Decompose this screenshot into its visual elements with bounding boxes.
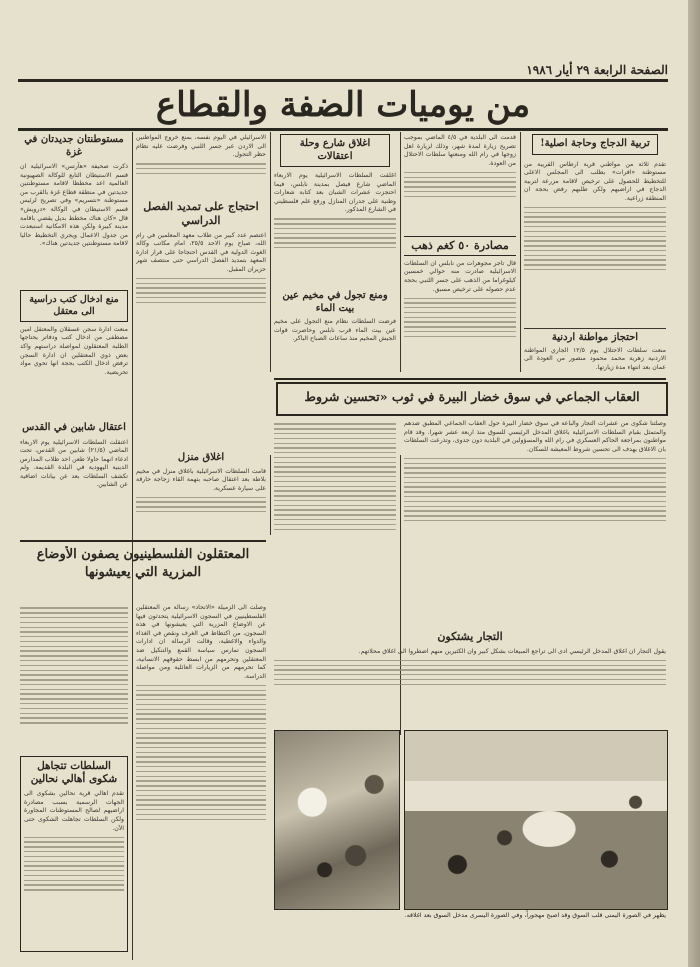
article-street-closure	[274, 134, 396, 284]
divider	[524, 328, 666, 329]
article-title: مستوطنتان جديدتان في غزة	[24, 134, 124, 158]
article-body: فرضت السلطات نظام منع التجول على مخيم عين بيت الماء قرب نابلس وحاصرت قوات الجيش المخيم منذ ساعات الصباح الباكر.	[274, 318, 396, 343]
article-settlements	[20, 134, 128, 282]
text-lines	[136, 163, 266, 174]
article-title: ومنع تجول في مخيم عين بيت الماء	[282, 290, 388, 314]
page-header-line	[18, 63, 668, 82]
article-body: قامت السلطات الاسرائيلية باغلاق منزل في مخيم بلاطة بعد اعتقال صاحبه بتهمة القاء زجاجة حارقة على سيارة عسكرية.	[136, 467, 266, 492]
article-curfew	[274, 290, 396, 372]
market-photo-right	[404, 730, 668, 910]
article-house-closure	[136, 452, 266, 538]
article-title: اغلاق منزل	[177, 452, 225, 463]
article-title: اعتقال شابين في القدس	[22, 422, 126, 433]
page-number-date: الصفحة الرابعة ٢٩ أيار ١٩٨٦	[526, 63, 668, 77]
article-title: السلطات تتجاهل شكوى أهالي نحالين	[30, 760, 118, 786]
story-body-left	[20, 604, 128, 750]
story-rule	[20, 540, 266, 542]
article-body: تقدم ثلاثة من مواطني قرية ارطاس القريبة من مستوطنة «افرات» بطلب الى المجلس الاعلى للتخطيط للحصول على ترخيص لاقامة مزرعة لتربية الدجاج في اراضيهم ولكن طلبهم رفض بحجة ان المنطقة زراعية.	[524, 160, 666, 202]
article-body: يقول التجار ان اغلاق المدخل الرئيسي ادى الى تراجع المبيعات بشكل كبير وان الكثيرين منهم اضطروا الى اغلاق محلاتهم.	[358, 647, 666, 655]
article-body: اغلقت السلطات الاسرائيلية يوم الاربعاء الماضي شارع فيصل بمدينة نابلس، فيما احتجزت عشرات الشبان بعد كتابة شعارات وطنية على جدران المنازل ورفع علم فلسطيني في الشارع المذكور.	[274, 172, 396, 214]
column-rule	[270, 455, 271, 535]
text-lines	[274, 423, 396, 530]
story-rule	[274, 378, 666, 380]
text-lines	[24, 837, 124, 891]
text-lines	[404, 172, 516, 197]
market-photo-left	[274, 730, 400, 910]
text-lines	[136, 497, 266, 513]
article-body: وصلت الى الزميلة «الاتحاد» رسالة من المعتقلين الفلسطينيين في السجون الاسرائيلية يتحدثون فيها عن الاوضاع المزرية التي يعيشونها في هذه السجون، من اكتظاظ في الغرف ونقص في الغذاء والدواء والاغطية، وقالت الرسالة ان ادارات السجون تمارس سياسة القمع والتنكيل ضد المعتقلين وتحرمهم من ابسط حقوقهم الانسانية، كما تحرمهم من الزيارات العائلية ومن مواصلة الدراسة.	[136, 604, 266, 680]
story-title: العقاب الجماعي في سوق خضار البيرة في ثوب «تحسين شروط	[276, 382, 668, 416]
story-body-right	[136, 604, 266, 954]
article-books-ban	[20, 290, 128, 416]
article-title: احتجاز مواطنة اردنية	[551, 332, 639, 343]
column-rule	[270, 132, 271, 372]
text-lines	[524, 207, 666, 271]
text-lines	[274, 660, 666, 685]
article-body: اعتصم عدد كبير من طلاب معهد المعلمين في رام الله، صباح يوم الاحد ٢٥/٥، امام مكاتب وكالة الغوث الدولية في القدس احتجاجا على قرار ادارة المعهد بتمديد الفصل الدراسي حتى منتصف شهر حزيران المقبل.	[136, 231, 266, 273]
article-title: احتجاج على تمديد الفصل الدراسي	[143, 200, 259, 227]
text-lines	[136, 685, 266, 820]
column-rule	[400, 132, 401, 372]
article-visit-permit	[404, 134, 516, 232]
article-bridge	[136, 134, 266, 196]
article-jerusalem-arrest	[20, 422, 128, 534]
column-rule	[132, 620, 133, 960]
article-title: اغلاق شارع وحلة اعتقالات	[280, 134, 390, 167]
binding-fold	[688, 0, 700, 967]
article-body: قدمت الى البلدية في ٤/٥ الماضي بموجب تصريح زيارة لمدة شهر، وذلك لزيارة اهل زوجها في رام الله ومنعتها سلطات الاحتلال من العودة.	[404, 134, 516, 167]
column-rule	[520, 132, 521, 372]
article-body: منعت سلطات الاحتلال يوم ١٢/٥ الجاري المواطنة الاردنية زهرية محمد محمود منصور من العودة الى عمان بعد انتهاء مدة زيارتها.	[524, 346, 666, 371]
section-title: من يوميات الضفة والقطاع	[155, 85, 531, 125]
article-body: تقدم اهالي قرية نحالين بشكوى الى الجهات الرسمية بسبب مصادرة اراضيهم لصالح المستوطنات المجاورة ولكن السلطات تجاهلت الشكوى حتى الآن.	[24, 790, 124, 832]
article-body: وصلتنا شكوى من عشرات التجار والباعة في سوق خضار البيرة حول العقاب الجماعي المطبق ضدهم والمتمثل بقيام السلطات الاسرائيلية باغلاق المدخل الرئيسي للسوق منذ اربعة عشر شهرا. وقد قام مواطنون بمراجعة الحاكم العسكري في رام الله والمسؤولين في البلدية دون جدوى، وتذرعت السلطات بان الاغلاق يهدف الى تحسين شروط المعيشة للسكان.	[404, 420, 666, 453]
article-body: قال تاجر مجوهرات من نابلس ان السلطات الاسرائيلية صادرت منه حوالي خمسين كيلوغراما من الذهب على جسر اللنبي بحجة عدم حصوله على ترخيص مسبق.	[404, 259, 516, 293]
text-lines	[20, 607, 128, 723]
photo-caption: يظهر في الصورة اليمنى قلب السوق وقد اصبح مهجوراً، وفي الصورة اليسرى مدخل السوق بعد اغلاقه.	[404, 912, 666, 919]
article-body: اعتقلت السلطات الاسرائيلية يوم الاربعاء الماضي (٢١/٥) شابين من القدس، تحت ادعاء انهما حاولا طعن احد طلاب المدارس الدينية اليهودية في البلدة القديمة. ولم تكشف السلطات بعد عن بيانات اضافية عن الشابين.	[20, 438, 128, 489]
story-body-right	[404, 420, 666, 620]
text-lines	[404, 458, 666, 522]
article-nahalin	[20, 756, 128, 952]
article-body: منعت ادارة سجن عسقلان والمعتقل امين مصطفى من ادخال كتب ودفاتر يحتاجها الطلبة المعتقلون لمواصلة دراستهم واكد بعض ذوي المعتقلين ان ادارة السجن ترفض ادخال الكتب بحجة انها تحوي مواد تحريضية.	[20, 325, 128, 376]
article-body: ذكرت صحيفة «هآرتس» الاسرائيلية ان قسم الاستيطان التابع للوكالة الصهيونية العالمية اعد مخططا لاقامة مستوطنتين جديدتين في منطقة قطاع غزة بالقرب من مستوطنة «نتسريم» وفي تصريح لرئيس قسم الاستيطان في الوكالة «درويش» قال «كان هناك مخطط بديل يقضي باقامة مدينة كبيرة ولكن هذه الامكانية استبعدت من جدول الاعمال ويجري التخطيط حاليا لاقامة مستوطنتين جديدتين هناك».	[20, 163, 128, 248]
article-detention	[524, 332, 666, 374]
section-banner	[18, 82, 668, 131]
article-body: الاسرائيلي في اليوم نفسه، بمنع خروج المواطنين الى الاردن عبر جسر اللنبي وفرضت عليه نظام حظر التجول.	[136, 134, 266, 159]
story-subsection	[274, 630, 666, 726]
text-lines	[274, 218, 396, 248]
article-gold	[404, 236, 516, 372]
story-title: المعتقلون الفلسطينيون يصفون الأوضاع المزرية التي يعيشونها	[36, 547, 250, 580]
story-body-left	[274, 420, 396, 630]
article-subtitle: التجار يشتكون	[437, 630, 503, 643]
article-title: منع ادخال كتب دراسية الى معتقل	[20, 290, 128, 322]
article-title: مصادرة ٥٠ كغم ذهب	[404, 236, 516, 256]
text-lines	[404, 298, 516, 338]
article-semester-protest	[136, 200, 266, 350]
article-title: تربية الدجاج وحاجة اصلية!	[532, 134, 658, 155]
text-lines	[136, 278, 266, 303]
